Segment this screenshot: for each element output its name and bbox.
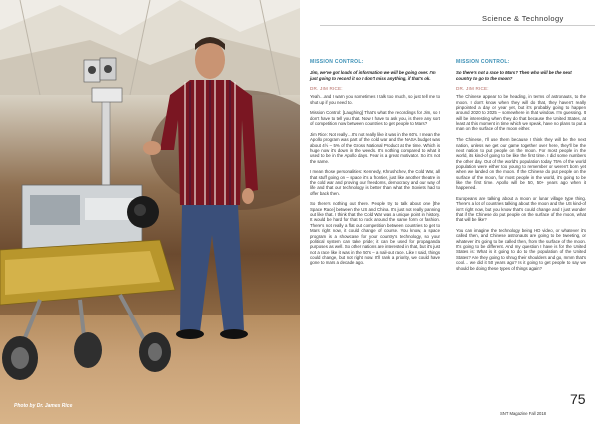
speaker-heading: MISSION CONTROL: (310, 59, 364, 65)
body-paragraph: The Chinese appear to be heading, in terms of astronauts, to the moon. I don't know when they will do that, they haven't really pinpointed a day or year yet, but it's probably going to happen around 2020 to 2025 – somewhere in that window. I'm guessing. It will be interesting when they do that because the United States, at least at this moment in time which we speak, have no plans to put a man on the surface of the moon either. (456, 94, 586, 132)
interview-question: Jim, we've got loads of information we will be going over. I'm just going to record it so I don't miss anything, if that's ok. (310, 70, 436, 81)
speaker-name: DR. JIM RICE: (456, 86, 489, 92)
body-paragraph: I mean those personalities: Kennedy, Khrushchev, the Cold War, all that stuff going on – space it's a frontier, just like another theatre in the cold war and proving our freedoms, democracy and our way of life and that our technology is better than what the Soviets had to offer back then. (310, 169, 440, 196)
article-column-left (310, 60, 440, 271)
magazine-footer: SNT Magazine Fall 2018 (500, 411, 547, 416)
body-paragraph: Yeah…and I warn you sometimes I talk too much, so just tell me to shut up if you need to. (310, 94, 440, 105)
body-paragraph: So there's nothing out there. People try to talk about one [the Space Race] between the US and China. It's just not really panning out like that. I think that the Cold War was a unique point in history. It would be hard for that to rock around the same form or fashion. There's not really a flat out competition between countries to get to Mars right now, it could change of course. You know, a space program is a showcase for your country's technology, so your political system can take pride; it can be used for propaganda purposes as well. So other nations are interested in that, but it's just not a race like it was in the 50's – a nail-out race. Like I said, things could change, but not right now. It'll rank a priority, we could have gone to mars a decade ago. (310, 201, 441, 266)
body-paragraph: You can imagine the technology being HD video, or whatever it's called then, and Chinese astronauts are going to be tweeting, or whatever it's going to be called then, from the surface of the moon. It's going to be different. And my question I have is for the United States is: What is it going to do to the population of the United States? Are they going to shrug their shoulders and go, mmm that's cool… we did it 50 years ago? Is it going to get people to say we should be doing these types of things again? (456, 228, 586, 271)
body-paragraph: The Chinese, I'll use them because I think they will be the next nation, unless we get our game together over here, they'll be the next nation to put people on the moon. For most people in the world, its kind-of going to be like the first time. I did some numbers the other day. Out of the world's population today 75% of the world population were either too young to remember or weren't born yet when we landed on the moon. If the Chinese do put people on the surface of the moon, for most people in the world, it's going to be like the first time. Apollo will be 50, 50+ years ago when it happened. (456, 137, 586, 191)
photo-credit: Photo by Dr. James Rice (14, 403, 73, 409)
section-header: Science & Technology (482, 14, 564, 23)
header-rule (320, 25, 595, 26)
article-column-right (456, 60, 586, 276)
speaker-name: DR. JIM RICE: (310, 86, 343, 92)
speaker-heading: MISSION CONTROL: (456, 59, 510, 65)
interview-question: So there's not a race to Mars? Then who will be the next country to go to the moon? (456, 70, 572, 81)
page-number: 75 (570, 391, 586, 407)
body-paragraph: Europeans are talking about a moon or lunar village type thing. There's a lot of countries talking about the moon and the US kind-of isn't right now, but you know that's could change and I just wonder that if the Chinese do put people on the surface of the moon, what that will be like? (456, 196, 586, 223)
body-paragraph: Jim Rice: Not really…It's not really like it was in the 60's. I mean the Apollo program was part of the cold war and the NASA budget was about 4½ – 5% of the Gross National Product at the time. Which is huge now it's down in the weeds. It's nothing compared to what it used to be in the Apollo days. Fear is a great motivator. So it's not the same. (310, 131, 440, 164)
body-paragraph: Mission Control: [Laughing] That's what the recordings for Jim, so I don't have to tell you that. Now I have to ask you, is there any sort of competition now between countries to get people to Mars? (310, 110, 440, 127)
